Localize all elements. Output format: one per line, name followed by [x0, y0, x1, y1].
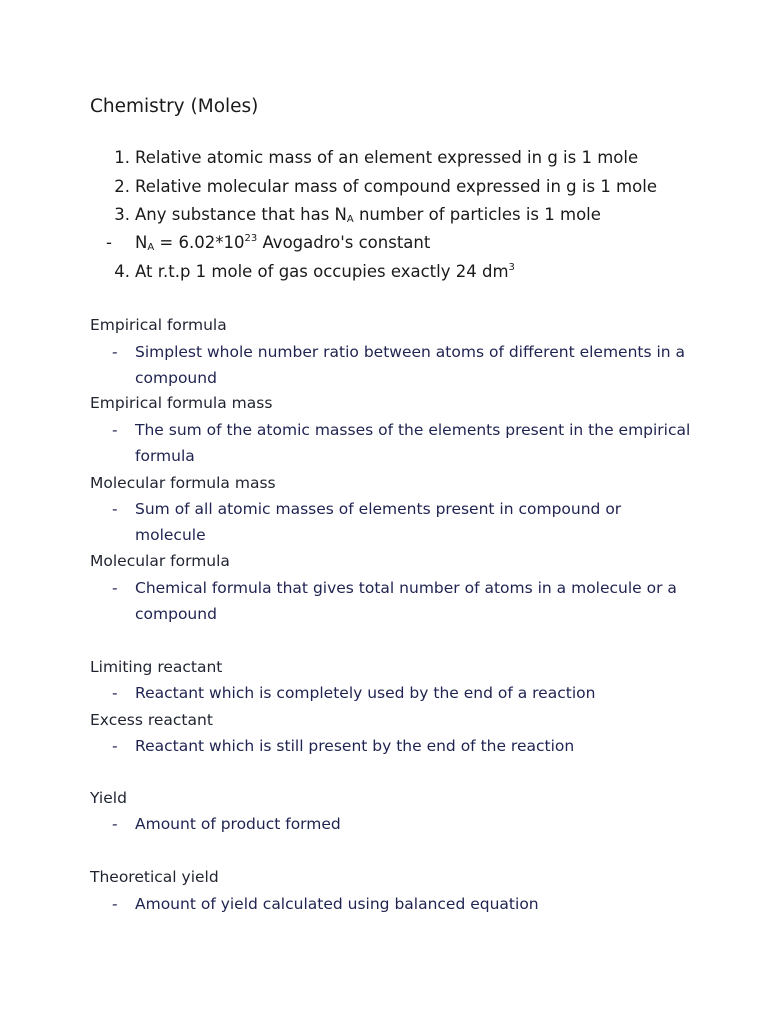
- definition-text: Simplest whole number ratio between atoms of different elements in a compound: [135, 343, 686, 387]
- dash-marker: -: [112, 343, 118, 361]
- definition-text: Chemical formula that gives total number of atoms in a molecule or a compound: [135, 579, 677, 623]
- list-text: [135, 231, 430, 255]
- term-empirical-formula: Empirical formula: [90, 316, 227, 334]
- text-part: = 6.02*10: [154, 233, 245, 252]
- dash-marker: -: [112, 815, 118, 833]
- list-text: Relative molecular mass of compound expressed in g is 1 mole: [135, 177, 657, 196]
- definition-text: Sum of all atomic masses of elements present in compound or molecule: [135, 500, 622, 544]
- term-excess-reactant: Excess reactant: [90, 711, 213, 729]
- text-part: number of particles is 1 mole: [353, 205, 601, 224]
- superscript: 3: [508, 262, 515, 273]
- text-part: Avogadro's constant: [257, 233, 431, 252]
- list-number: 2.: [114, 177, 130, 196]
- term-empirical-formula-mass: Empirical formula mass: [90, 394, 273, 412]
- list-text: [135, 260, 515, 284]
- text-part: At r.t.p 1 mole of gas occupies exactly 24 dm: [135, 262, 509, 281]
- term-theoretical-yield: Theoretical yield: [90, 868, 219, 886]
- definition-text: Reactant which is completely used by the end of a reaction: [135, 684, 596, 702]
- dash-marker: -: [112, 421, 118, 439]
- list-number: 1.: [114, 148, 130, 167]
- superscript: 23: [244, 233, 258, 244]
- list-text: [135, 203, 601, 227]
- text-part: Any substance that has N: [135, 205, 347, 224]
- subscript: A: [147, 242, 155, 253]
- dash-marker: -: [112, 684, 118, 702]
- definition-text: Amount of yield calculated using balanced equation: [135, 895, 539, 913]
- definition-text: The sum of the atomic masses of the elements present in the empirical formula: [135, 421, 691, 465]
- term-molecular-formula-mass: Molecular formula mass: [90, 474, 276, 492]
- text-part: N: [135, 233, 148, 252]
- definition-text: Reactant which is still present by the end of the reaction: [135, 737, 575, 755]
- term-yield: Yield: [90, 789, 127, 807]
- list-number: 3.: [114, 205, 130, 224]
- dash-marker: -: [112, 737, 118, 755]
- dash-marker: -: [106, 233, 112, 252]
- term-limiting-reactant: Limiting reactant: [90, 658, 223, 676]
- term-molecular-formula: Molecular formula: [90, 552, 230, 570]
- list-text: Relative atomic mass of an element expressed in g is 1 mole: [135, 148, 639, 167]
- page-title: Chemistry (Moles): [90, 96, 259, 117]
- dash-marker: -: [112, 500, 118, 518]
- list-number: 4.: [114, 262, 130, 281]
- dash-marker: -: [112, 895, 118, 913]
- subscript: A: [346, 214, 354, 225]
- dash-marker: -: [112, 579, 118, 597]
- definition-text: Amount of product formed: [135, 815, 341, 833]
